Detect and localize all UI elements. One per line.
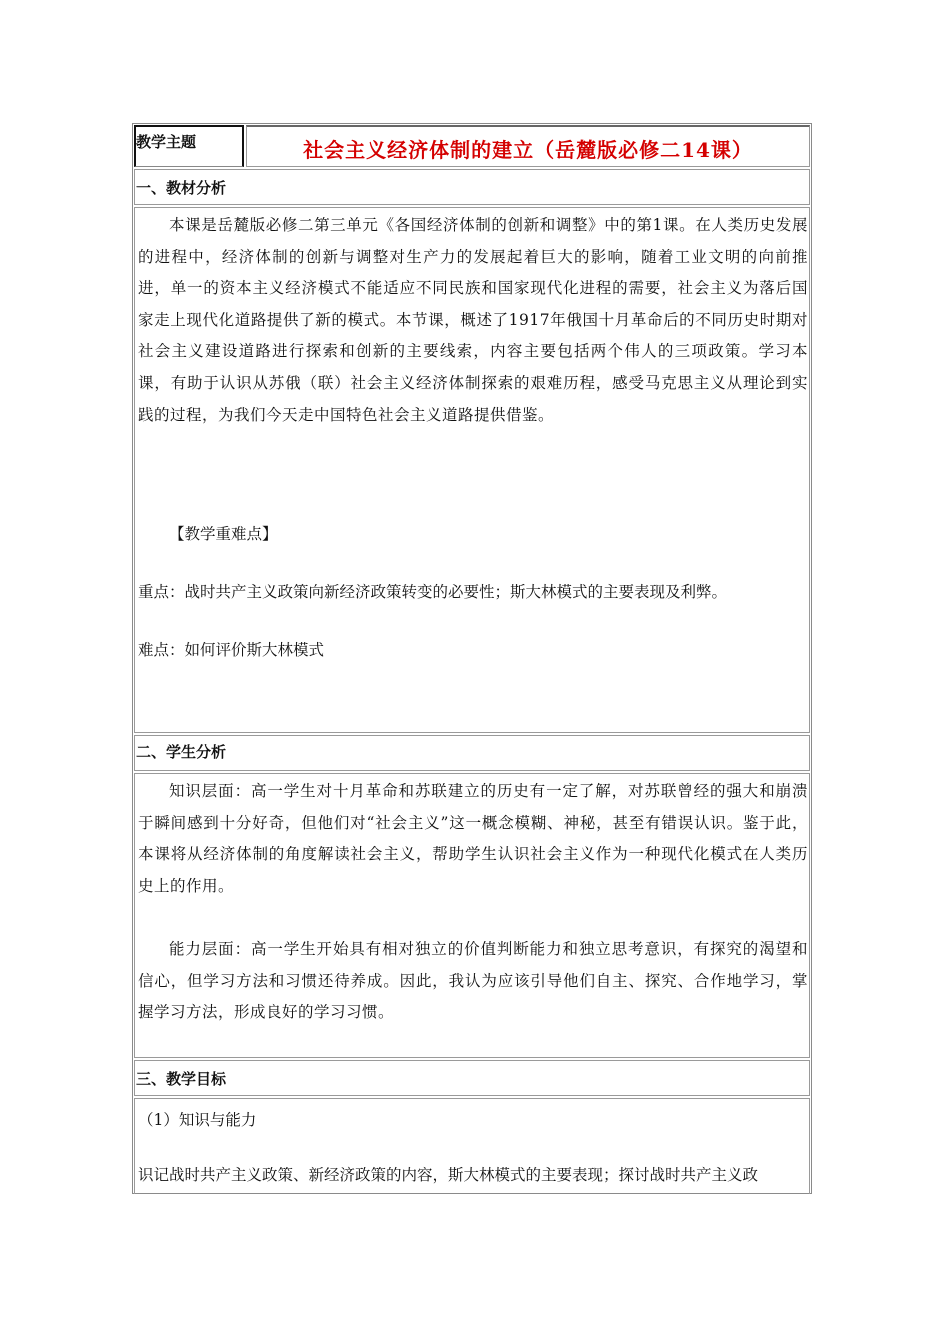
section-1-heading: 一、教材分析	[136, 179, 227, 197]
section-3-heading-cell	[134, 1060, 810, 1096]
lesson-title: 社会主义经济体制的建立（岳麓版必修二14课）	[303, 138, 753, 162]
objective-subheading: （1）知识与能力	[138, 1111, 257, 1129]
key-difficult-points-heading: 【教学重难点】	[169, 525, 278, 543]
key-point: 重点：战时共产主义政策向新经济政策转变的必要性；斯大林模式的主要表现及利弊。	[138, 583, 728, 601]
topic-label: 教学主题	[136, 133, 197, 151]
student-knowledge-paragraph: 知识层面：高一学生对十月革命和苏联建立的历史有一定了解，对苏联曾经的强大和崩溃于瞬间感到十分好奇，但他们对“社会主义”这一概念模糊、神秘，甚至有错误认识。鉴于此，本课将从经济体制的角度解读社会主义，帮助学生认识社会主义作为一种现代化模式在人类历史上的作用。	[138, 782, 808, 895]
difficult-point: 难点：如何评价斯大林模式	[138, 641, 325, 659]
section-3-heading: 三、教学目标	[136, 1070, 227, 1088]
section-2-heading: 二、学生分析	[136, 743, 227, 761]
textbook-analysis-paragraph: 本课是岳麓版必修二第三单元《各国经济体制的创新和调整》中的第1课。在人类历史发展的进程中，经济体制的创新与调整对生产力的发展起着巨大的影响，随着工业文明的向前推进，单一的资本主义经济模式不能适应不同民族和国家现代化进程的需要，社会主义为落后国家走上现代化道路提供了新的模式。本节课，概述了1917年俄国十月革命后的不同历史时期对社会主义建设道路进行探索和创新的主要线索，内容主要包括两个伟人的三项政策。学习本课，有助于认识从苏俄（联）社会主义经济体制探索的艰难历程，感受马克思主义从理论到实践的过程，为我们今天走中国特色社会主义道路提供借鉴。	[138, 216, 808, 424]
student-ability-paragraph: 能力层面：高一学生开始具有相对独立的价值判断能力和独立思考意识，有探究的渴望和信心，但学习方法和习惯还待养成。因此，我认为应该引导他们自主、探究、合作地学习，掌握学习方法，形成良好的学习习惯。	[138, 940, 808, 1022]
objective-line: 识记战时共产主义政策、新经济政策的内容，斯大林模式的主要表现；探讨战时共产主义政	[138, 1166, 759, 1184]
section-1-heading-cell	[134, 169, 810, 205]
section-2-heading-cell	[134, 735, 810, 771]
